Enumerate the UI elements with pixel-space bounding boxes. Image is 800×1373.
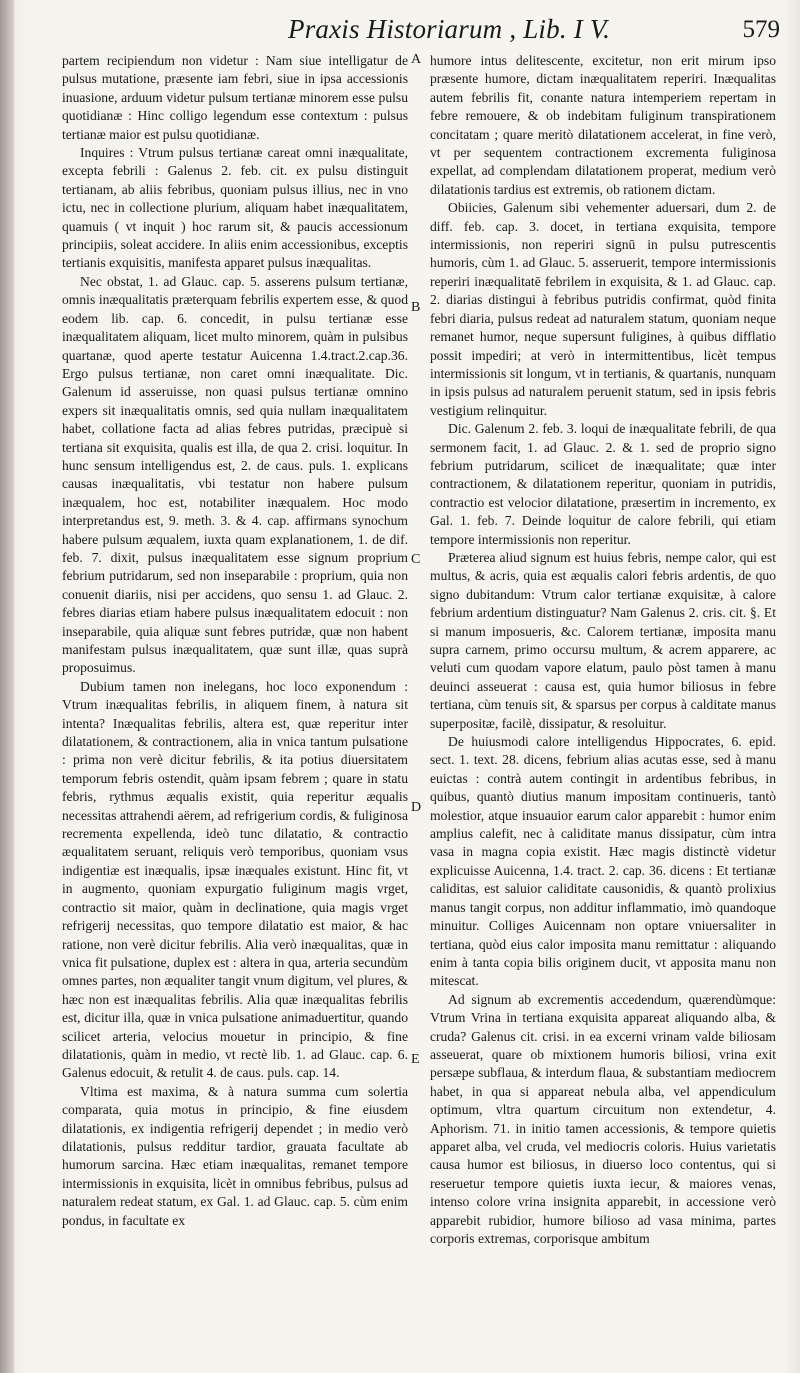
margin-letter-c: C bbox=[411, 552, 421, 567]
page-edge-shadow bbox=[782, 0, 800, 1373]
running-title: Praxis Historiarum , Lib. I V. bbox=[288, 14, 611, 44]
margin-letter-e: E bbox=[411, 1052, 420, 1067]
paragraph: partem recipiendum non videtur : Nam siue intelligatur de pulsus mutatione, præsente iam febri, siue in ipsa accessionis inuasione, arduum videtur pulsum tertianæ minorem esse pulsu quotidianæ : Hinc colligo legendum esse contextum : pulsus tertianæ maior est pulsu quotidianæ. bbox=[62, 53, 408, 142]
left-column bbox=[62, 52, 408, 1230]
paragraph: Vltima est maxima, & à natura summa cum solertia comparata, quia motus in principio, & fine eiusdem dilatationis, ex indigentia refrigerij dependet ; in medio verò dilatationis, pulsus redditur tardior, grauata facultate ab humorum sarcina. Hæc etiam inæqualitas, remanet tempore intermissionis in exquisita, licèt in omnibus febribus, pulsus ad naturalem redeat statum, ex Gal. 1. ad Glauc. cap. 5. cùm enim pondus, in facultate ex bbox=[62, 1083, 408, 1228]
paragraph: Ad signum ab excrementis accedendum, quærendùmque: Vtrum Vrina in tertiana exquisita appareat aliquando alba, & cruda? Galenus cit. crisi. in ea excerni vrinam valde biliosam asseuerat, quare ob mixtionem humoris biliosi, vrina exit persæpe subflaua, & interdum flaua, & substantiam mediocrem habet, in qua si appareat nebula alba, vel appendiculum optimum, vltra quartum circuitum non extendetur, 4. Aphorism. 71. in initio tamen accessionis, & tempore quietis apparet alba, vel cruda, vel mediocris coloris. Huius varietatis causa humor est biliosus, in diuerso loco contentus, qui si reseruetur tempore quietis iuxta iecur, & maiores venas, intenso colore vrina insignita apparebit, in accessione verò apparebit rubidior, humore bilioso ad vasa minima, partes corporis extremas, corporisque ambitum bbox=[430, 991, 776, 1246]
margin-letter-b: B bbox=[411, 300, 421, 315]
paragraph: Dic. Galenum 2. feb. 3. loqui de inæqualitate febrili, de qua sermonem facit, 1. ad Glauc. 2. & 1. sed de proprio signo febrium putridarum, scilicet de inæqualitate; quæ inter contractionem, & dilatationem reperitur, quoniam in putridis, contractio est velocior dilatatione, præsertim in incremento, ex Gal. 1. feb. 7. Deinde loquitur de calore febrili, qui etiam tempore intermissionis non reperitur. bbox=[430, 421, 776, 547]
paragraph: Dubium tamen non inelegans, hoc loco exponendum : Vtrum inæqualitas febrilis, in aliquem finem, à natura sit intenta? Inæqualitas febrilis, altera est, quæ reperitur inter dilatationem, & contractionem, alia in vnica tantum pulsatione : prima non verè dicitur febrilis, & ita potius diuersitatem temporum febris ostendit, quàm ipsam febrem ; quare in statu febris, rythmus æqualis existit, quia reperitur æqualis necessitas attrahendi aërem, ad refrigerium cordis, & fuliginosa recrementa expellenda, ideò tunc dilatatio, & contractio æqualitatem seruant, reliquis verò temporibus, quoniam vsus indigentiæ est inæqualis, ipsæ inæquales existunt. Hinc fit, vt in augmento, quoniam expurgatio fuliginum magis vrget, contractio sit maior, quàm in declinatione, quia magis vrget refrigerij necessitas, quo tempore dilatatio est maior, & hac ratione, non verè dicitur febrilis. Alia verò inæqualitas, quæ in vnica fit pulsatione, duplex est : altera in qua, arteria secundùm omnes partes, non æqualiter tangit vnum digitum, vel plures, & hæc non est inæqualitas febrilis. Alia quæ inæqualitas febrilis est, dicitur illa, quæ in vnica pulsatione animaduertitur, quando scilicet arteria, velocius mouetur in principio, & fine dilatationis, quàm in medio, vt rectè lib. 1. ad Glauc. cap. 6. Galenus edocuit, & retulit 4. de caus. puls. cap. 14. bbox=[62, 678, 408, 1081]
margin-letter-d: D bbox=[411, 800, 422, 815]
paragraph: Inquires : Vtrum pulsus tertianæ careat omni inæqualitate, excepta febrili : Galenus 2. feb. cit. ex pulsu distinguit tertianam, ab aliis febribus, quoniam pulsus illius, nec in vno ictu, nec in collectione plurium, aliquam habet inæqualitatem, quamuis ( vt inquit ) hoc rarum sit, & paucis accessionum principiis, soleat accidere. In aliis enim accessionibus, exceptis tertianis exquisitis, manifesta apparet pulsus inæqualitas. bbox=[62, 145, 408, 271]
paragraph: Præterea aliud signum est huius febris, nempe calor, qui est multus, & acris, quia est æqualis calori febris ardentis, de quo signo dubitandum: Vtrum calor tertianæ exquisitæ, à calore febrium ardentium distinguatur? Nam Galenus 2. cris. cit. §. Et si manum imposueris, &c. Calorem tertianæ, imposita manu supra carnem, primo occursu multum, & acrem apparere, ac veluti cum quodam vapore elatum, paulo pòst tamen à manu deuinci asseuerat : causa est, quia humor biliosus in febre tertiana, cùm tenuis sit, & sparsus per corpus à calditate manus superpositæ, facilè, dissipatur, & resoluitur. bbox=[430, 549, 776, 731]
page-number: 579 bbox=[742, 16, 780, 43]
paragraph: De huiusmodi calore intelligendus Hippocrates, 6. epid. sect. 1. text. 28. dicens, febrium alias acutas esse, sed à manu euictas : contrà autem contingit in ardentibus febribus, in quibus, quantò diutius manum impositam continueris, tantò molestior, atque insuauior earum calor apparebit : humor enim amplius calefit, nec à caliditate manus dissipatur, cùm intra vasa in magna copia existit. Hæc magis distinctè videtur explicuisse Auicenna, 1.4. tract. 2. cap. 36. dicens : Et tertianæ caliditas, est saluior caliditate causonidis, & quantò prolixius manus tangit corpus, non additur inflammatio, imò quandoque minuitur. Colliges Auicennam non optare vniuersaliter in tertiana, quòd eius calor imposita manu remittatur : aliquando enim à tanta copia bilis originem ducit, vt apposita manu non mitescat. bbox=[430, 734, 776, 989]
paragraph: Obiicies, Galenum sibi vehementer aduersari, dum 2. de diff. feb. cap. 3. docet, in tertiana exquisita, tempore intermissionis, non reperiri signū in pulsu putrescentis humoris, cùm 1. ad Glauc. 5. asseruerit, tempore intermissionis reperiri inæqualitatē febrilem in exquisita, & 1. ad Glauc. cap. 2. diarias distingui à febribus putridis confirmat, quòd finita febri diaria, pulsus redeat ad naturalem statum, quoniam neque remanet humor, neque supersunt fuligines, à quibus difflatio possit impediri; at verò in intermittentibus, licèt tempus intermissionis sit longum, vt in tertianis, & quartanis, nunquam in ipsis pulsus ad naturalem peruenit statum, sed in ipsis febris vestigium relinquitur. bbox=[430, 200, 776, 418]
paragraph: Nec obstat, 1. ad Glauc. cap. 5. asserens pulsum tertianæ, omnis inæqualitatis præterquam febrilis expertem esse, & quod eodem lib. cap. 6. concedit, in pulsu tertianæ esse inæqualitatem aliquam, licet multo minorem, quàm in pulsibus quartanæ, quod aperte testatur Auicenna 1.4.tract.2.cap.36. Ergo pulsus tertianæ, non caret omni inæqualitate. Dic. Galenum id asseruisse, non quasi pulsus tertianæ omnino expers sit inæqualitatis omnis, sed quia nullam inæqualitatem habet, collatione facta ad alias febres putridas, præcipuè si tertiana sit exquisita, qualis est illa, de qua 2. crisi. loquitur. In hunc sensum intelligendus est, 2. de caus. puls. 1. explicans causas inæqualitatis, vbi testatur non habere pulsum inæqualem, hoc est, notabiliter inæqualem. Hoc modo interpretandus est, 9. meth. 3. & 4. cap. affirmans synochum habere pulsum æqualem, iuxta quam explanationem, 1. de dif. feb. 7. dixit, pulsus inæqualitatem esse signum proprium febrium putridarum, sed non inseparabile : proprium, quia non conuenit diariis, nisi per accidens, quo sensu 1. ad Glauc. 2. febres diarias etiam habere pulsus inæqualitatem edocuit : non inseparabile, quia aliquæ sunt febres putridæ, quæ non habent manifestam pulsus inæqualitatem, quæ sunt illæ, quas suprà proposuimus. bbox=[62, 273, 408, 676]
book-spine-shadow bbox=[0, 0, 14, 1373]
page-header bbox=[270, 14, 780, 54]
paragraph: humore intus delitescente, excitetur, non erit mirum ipso præsente humore, dictam inæqualitatem reperiri. Inæqualitas autem febrilis fit, conante natura intemperiem repertam in febre remouere, & ob indebitam fuliginum transpirationem concitatam ; quare meritò dilatationem accelerat, in fine verò, vt per sequentem contractionem excrementa fuliginosa expellat, ad complendam dilatationem properat, medium verò dilatationis tardius est extremis, ob rationem dictam. bbox=[430, 53, 776, 197]
right-column bbox=[430, 52, 776, 1248]
margin-letter-a: A bbox=[411, 52, 422, 67]
margin-section-letters bbox=[408, 52, 430, 1352]
